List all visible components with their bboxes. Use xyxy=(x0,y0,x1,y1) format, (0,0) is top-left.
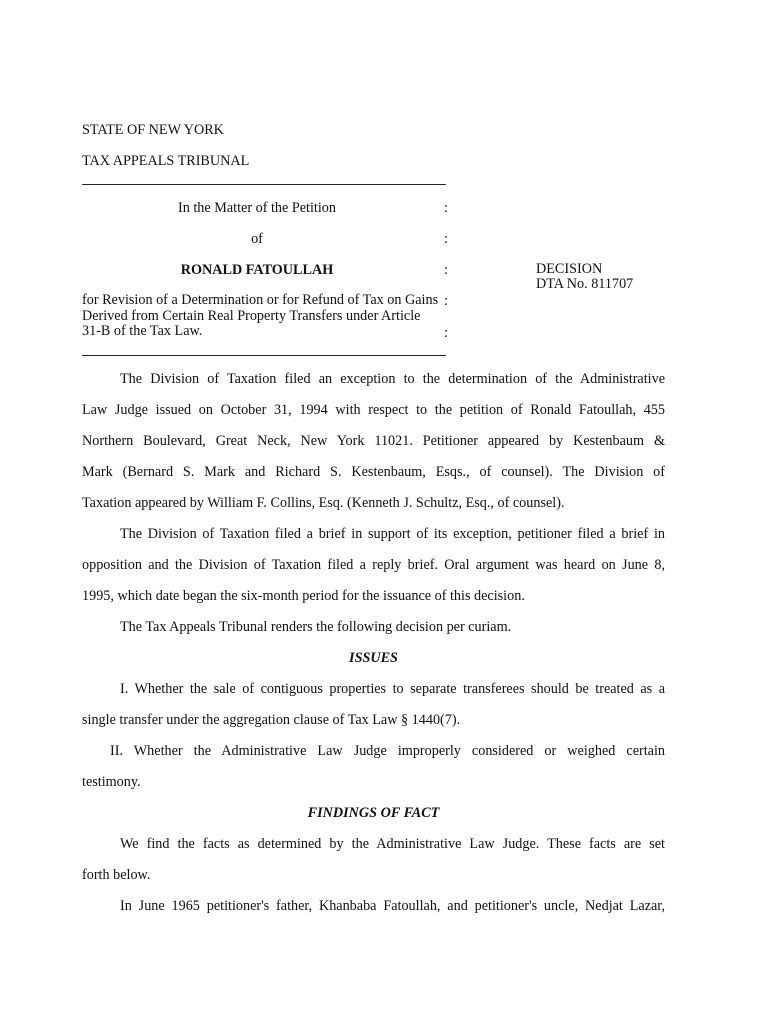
issues-heading: ISSUES xyxy=(349,650,398,666)
body-line: Northern Boulevard, Great Neck, New York 11021. Petitioner appeared by Kestenbaum & xyxy=(82,433,665,449)
decision-label: DECISION xyxy=(536,261,603,277)
body-line: Law Judge issued on October 31, 1994 with respect to the petition of Ronald Fatoullah, 455 xyxy=(82,402,665,418)
caption-top-rule xyxy=(82,184,446,185)
caption-petitioner-name: RONALD FATOULLAH xyxy=(180,262,334,278)
caption-colon: : xyxy=(444,325,448,341)
body-line: 1995, which date began the six-month period for the issuance of this decision. xyxy=(82,588,525,604)
body-line: The Division of Taxation filed an exception to the determination of the Administrative xyxy=(120,371,665,387)
findings-line: We find the facts as determined by the Administrative Law Judge. These facts are set xyxy=(120,836,665,852)
caption-matter: In the Matter of the Petition xyxy=(178,200,336,216)
body-line: Taxation appeared by William F. Collins, Esq. (Kenneth J. Schultz, Esq., of counsel). xyxy=(82,495,565,511)
issue-line: testimony. xyxy=(82,774,141,790)
body-line: Mark (Bernard S. Mark and Richard S. Kestenbaum, Esqs., of counsel). The Division of xyxy=(82,464,665,480)
findings-line: forth below. xyxy=(82,867,151,883)
decision-block xyxy=(536,262,633,292)
caption-colon: : xyxy=(444,200,448,216)
caption-colon: : xyxy=(444,293,448,309)
caption-colon: : xyxy=(444,262,448,278)
caption-bottom-rule xyxy=(82,355,446,356)
body-line: opposition and the Division of Taxation filed a reply brief. Oral argument was heard on June 8, xyxy=(82,557,665,573)
body-line: The Tax Appeals Tribunal renders the following decision per curiam. xyxy=(120,619,512,635)
issue-line: II. Whether the Administrative Law Judge improperly considered or weighed certain xyxy=(110,743,665,759)
caption-colon: : xyxy=(444,231,448,247)
findings-heading: FINDINGS OF FACT xyxy=(307,805,440,821)
tribunal-heading: TAX APPEALS TRIBUNAL xyxy=(82,153,250,169)
issue-line: I. Whether the sale of contiguous properties to separate transferees should be treated as a xyxy=(120,681,665,697)
state-heading: STATE OF NEW YORK xyxy=(82,122,224,138)
caption-purpose: for Revision of a Determination or for Refund of Tax on Gains Derived from Certain Real Property Transfers under Article 31-B of the Tax Law. xyxy=(82,292,439,339)
findings-line: In June 1965 petitioner's father, Khanbaba Fatoullah, and petitioner's uncle, Nedjat Lazar, xyxy=(120,898,665,914)
body-line: The Division of Taxation filed a brief in support of its exception, petitioner filed a brief in xyxy=(120,526,665,542)
issue-line: single transfer under the aggregation clause of Tax Law § 1440(7). xyxy=(82,712,461,728)
dta-number: DTA No. 811707 xyxy=(536,276,634,292)
caption-of: of xyxy=(251,231,263,247)
